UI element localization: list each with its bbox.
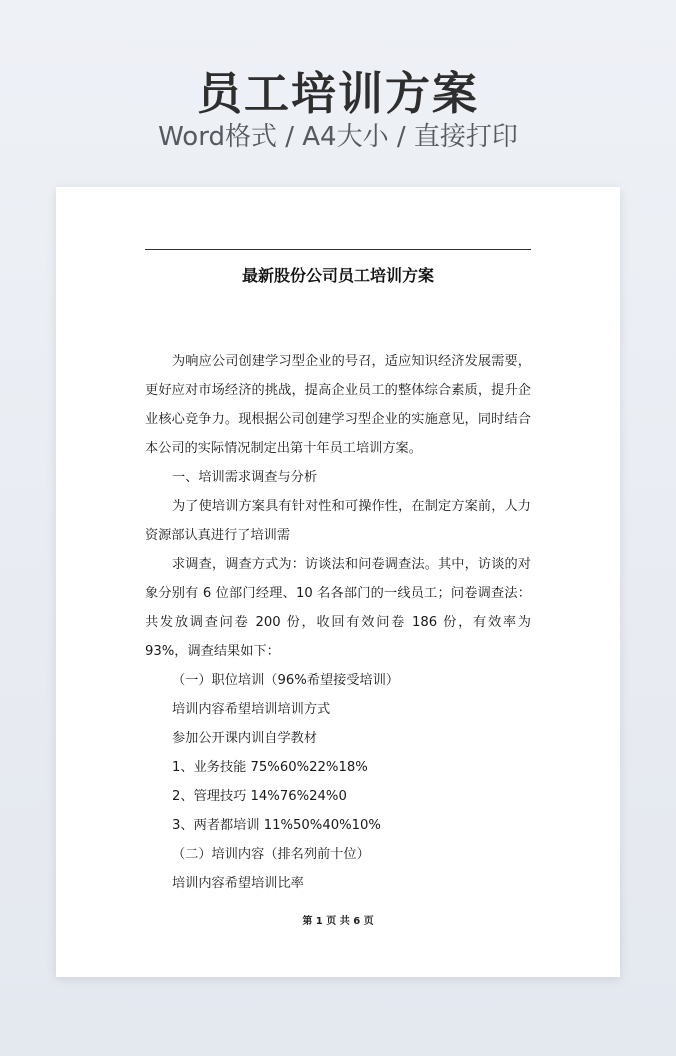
document-body: [145, 347, 531, 898]
header-rule: [145, 249, 531, 250]
list-item: 1、业务技能 75%60%22%18%: [172, 760, 368, 775]
page-number: 第 1 页 共 6 页: [302, 916, 374, 927]
subheading-position-training: （一）职位培训（96%希望接受培训）: [172, 673, 400, 688]
list-item: 培训内容希望培训比率: [172, 876, 304, 891]
paragraph-survey: 求调查，调查方式为：访谈法和问卷调查法。其中，访谈的对象分别有 6 位部门经理、10 名各部门的一线员工；问卷调查法：共发放调查问卷 200 份，收回有效问卷 186 份，有效率为 93%，调查结果如下：: [145, 557, 531, 659]
list-item: 培训内容希望培训培训方式: [172, 702, 331, 717]
list-item: 参加公开课内训自学教材: [172, 731, 318, 746]
list-item: 3、两者都培训 11%50%40%10%: [172, 818, 381, 833]
paragraph-method: 为了使培训方案具有针对性和可操作性，在制定方案前，人力资源部认真进行了培训需: [145, 499, 531, 543]
list-item: 2、管理技巧 14%76%24%0: [172, 789, 347, 804]
paragraph-intro: 为响应公司创建学习型企业的号召，适应知识经济发展需要，更好应对市场经济的挑战，提高企业员工的整体综合素质，提升企业核心竞争力。现根据公司创建学习型企业的实施意见，同时结合本公司的实际情况制定出第十年员工培训方案。: [145, 354, 531, 456]
section-heading-needs-analysis: 一、培训需求调查与分析: [172, 470, 318, 485]
document-page: [56, 187, 620, 977]
banner-title: 员工培训方案: [196, 67, 479, 120]
subheading-training-content: （二）培训内容（排名列前十位）: [172, 847, 370, 862]
document-title: 最新股份公司员工培训方案: [241, 266, 434, 285]
banner-subtitle: Word格式 / A4大小 / 直接打印: [158, 122, 518, 152]
